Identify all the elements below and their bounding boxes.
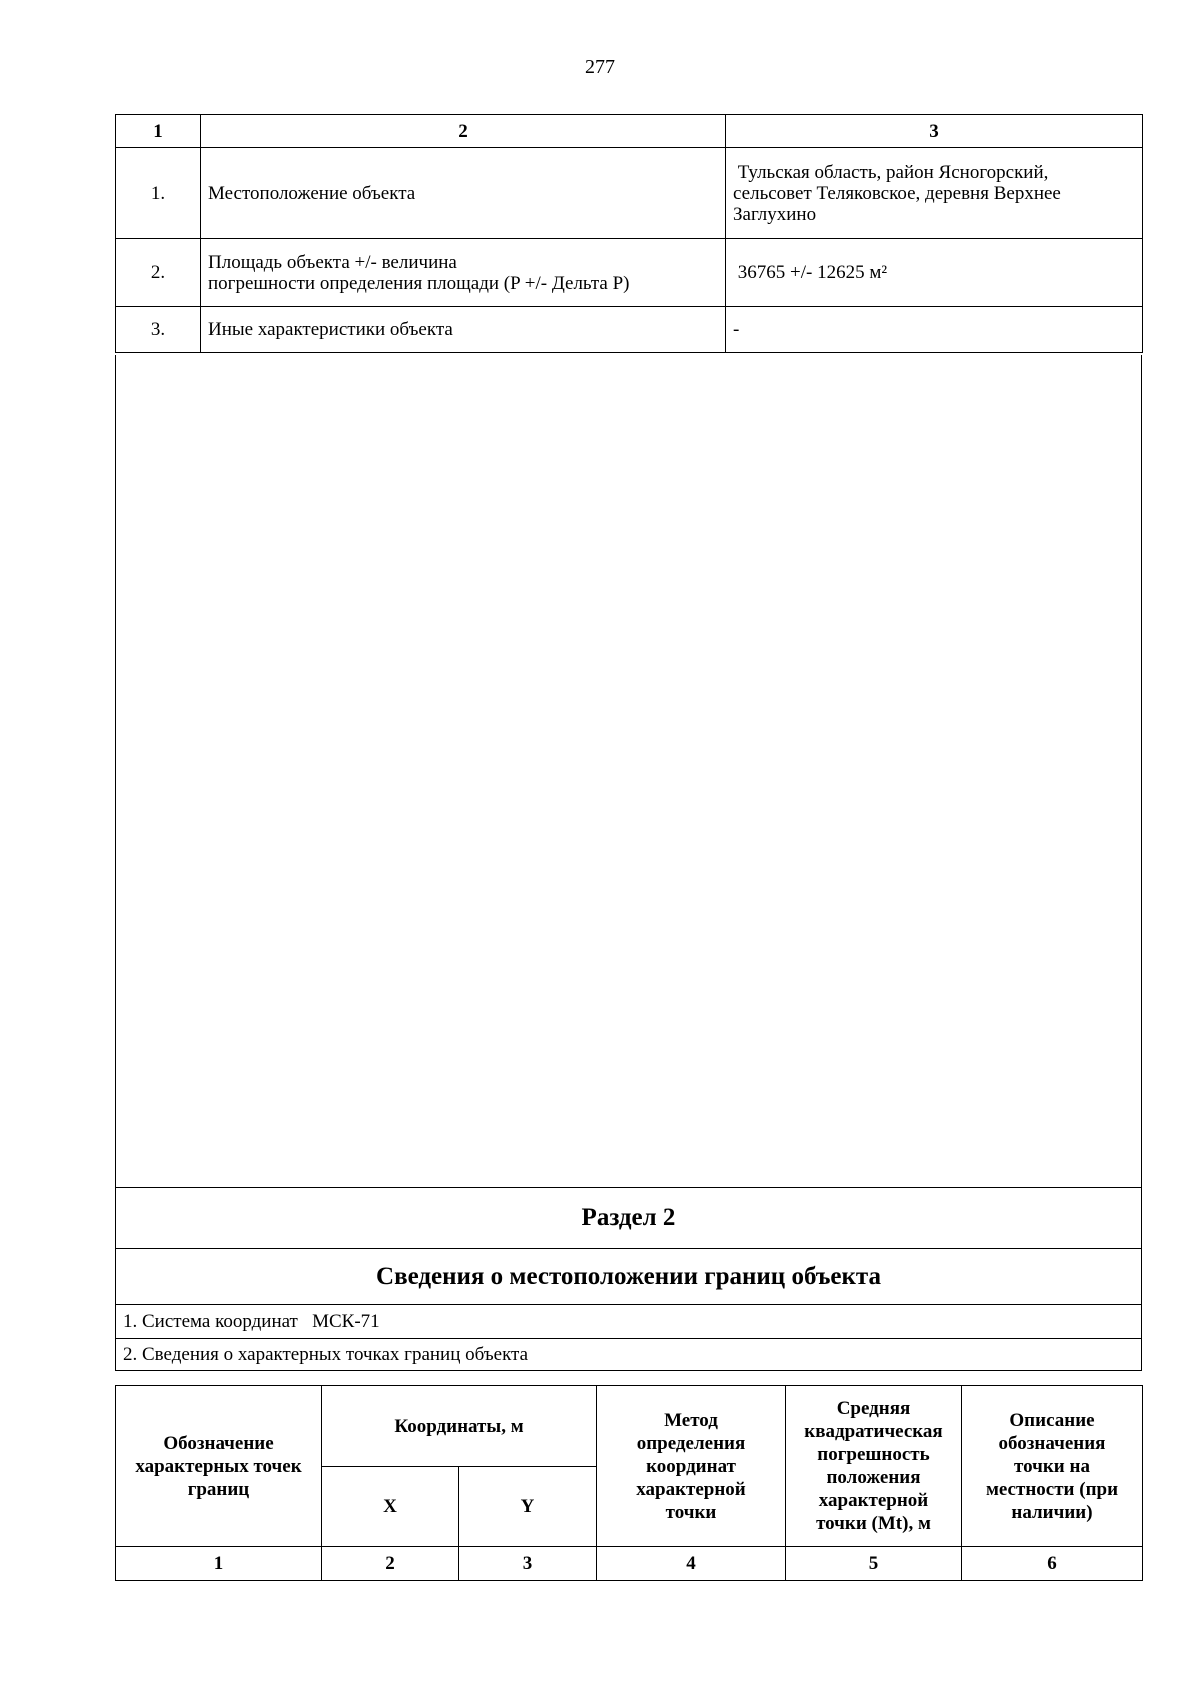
column-number: 5 [786,1547,962,1581]
header-line: Описание [1009,1409,1095,1431]
header-line: наличии) [1011,1501,1093,1523]
column-number: 6 [962,1547,1143,1581]
section-subtitle: Сведения о местоположении границ объекта [116,1249,1142,1305]
header-cell: 2 [201,115,726,148]
header-line: погрешность [817,1444,930,1465]
row-label: Местоположение объекта [201,148,726,239]
row-number: 3. [116,307,201,353]
header-line: обозначения [998,1432,1106,1454]
header-line: Средняя [836,1398,911,1419]
column-number: 1 [116,1547,322,1581]
row-number: 1. [116,148,201,239]
header-method [597,1386,786,1547]
table-header-row [116,115,1143,148]
header-line: характерных точек [135,1455,302,1477]
column-number: 3 [459,1547,597,1581]
column-numbers-row [116,1547,1143,1581]
header-cell: 3 [726,115,1143,148]
blank-area [115,355,1142,1187]
header-line: точки на [1014,1455,1090,1477]
header-x: X [322,1467,459,1547]
header-line: границ [187,1478,250,1500]
row-number: 2. [116,239,201,307]
coordinate-system: 1. Система координат МСК-71 [116,1305,1142,1339]
header-line: определения [636,1432,746,1454]
table-row [116,148,1143,239]
header-mean-error [786,1386,962,1547]
header-line: точки [665,1501,717,1523]
header-coordinates: Координаты, м [322,1386,597,1467]
column-number: 2 [322,1547,459,1581]
boundary-points-table [115,1385,1143,1581]
header-cell: 1 [116,115,201,148]
row-label: Иные характеристики объекта [201,307,726,353]
value-line: сельсовет Теляковское, деревня Верхнее [733,182,1061,204]
header-line: положения [826,1467,921,1488]
points-caption: 2. Сведения о характерных точках границ объекта [116,1339,1142,1371]
row-value: 36765 +/- 12625 м² [726,239,1143,307]
header-line: координат [646,1455,736,1477]
header-line: Метод [664,1409,718,1431]
value-line: Тульская область, район Ясногорский, [733,161,1049,183]
table-row [116,307,1143,353]
header-y: Y [459,1467,597,1547]
label-line: Площадь объекта +/- величина [208,251,457,273]
table-row [116,239,1143,307]
header-line: местности (при [985,1478,1119,1500]
section-title: Раздел 2 [116,1188,1142,1249]
label-line: погрешности определения площади (P +/- Дельта P) [208,272,630,294]
header-line: точки (Mt), м [816,1513,931,1534]
value-line: Заглухино [733,203,817,225]
row-value: - [726,307,1143,353]
header-description [962,1386,1143,1547]
header-line: характерной [818,1490,929,1511]
row-label [201,239,726,307]
object-info-table [115,114,1143,353]
section-2-table [115,1187,1142,1371]
header-line: квадратическая [804,1421,943,1442]
row-value [726,148,1143,239]
header-line: Обозначение [163,1432,274,1454]
column-number: 4 [597,1547,786,1581]
page-number: 277 [585,56,615,78]
header-line: характерной [636,1478,746,1500]
header-point-designation [116,1386,322,1547]
